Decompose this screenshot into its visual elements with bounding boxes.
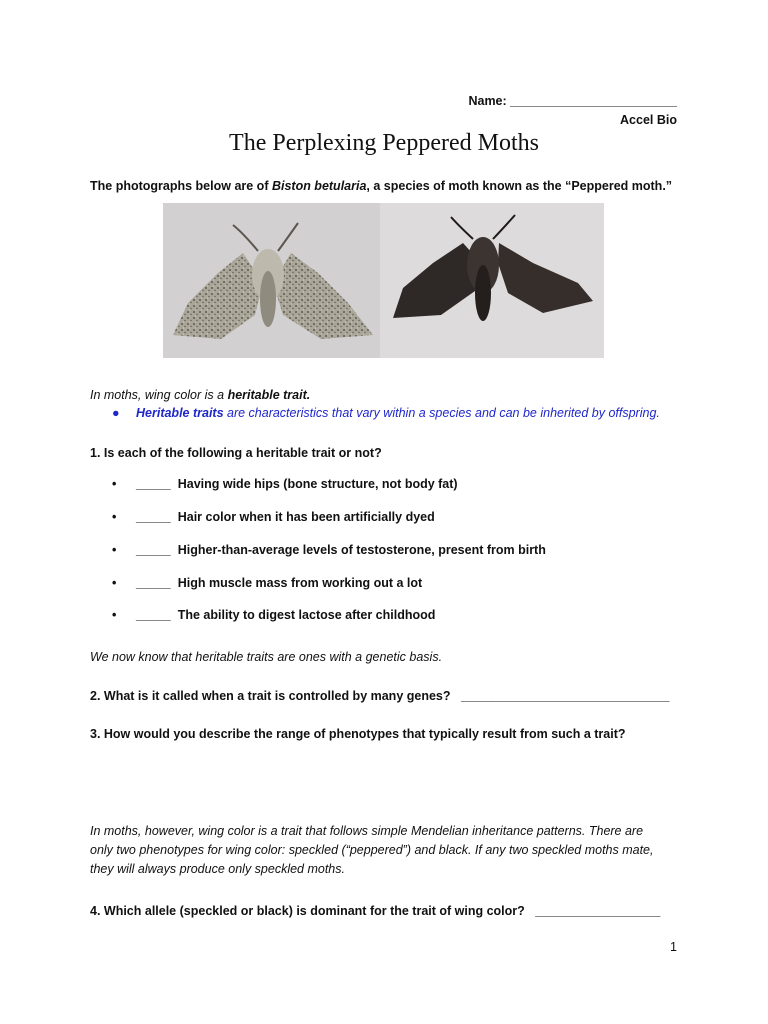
question-2 bbox=[90, 688, 670, 704]
trait-text: High muscle mass from working out a lot bbox=[177, 576, 423, 590]
bullet-icon: • bbox=[112, 510, 117, 524]
question-2-prompt: 2. What is it called when a trait is controlled by many genes? bbox=[90, 689, 451, 703]
bullet-icon: • bbox=[112, 608, 117, 622]
question-3-prompt: 3. How would you describe the range of phenotypes that typically result from such a trait? bbox=[90, 727, 626, 741]
list-item bbox=[112, 510, 435, 524]
list-item bbox=[112, 543, 546, 557]
mendel-line-1: In moths, however, wing color is a trait that follows simple Mendelian inheritance patterns. There are bbox=[90, 824, 644, 838]
question-1-prompt: 1. Is each of the following a heritable trait or not? bbox=[90, 446, 382, 460]
bullet-icon: ● bbox=[112, 406, 120, 420]
mendel-line-2: only two phenotypes for wing color: speckled (“peppered”) and black. If any two speckled moths mate, bbox=[90, 843, 654, 857]
moth-photographs bbox=[163, 203, 604, 358]
page-number: 1 bbox=[670, 940, 677, 954]
bullet-icon: • bbox=[112, 543, 117, 557]
list-item bbox=[112, 576, 422, 590]
heritable-intro bbox=[90, 387, 310, 403]
genetic-basis-note: We now know that heritable traits are ones with a genetic basis. bbox=[90, 650, 443, 664]
answer-blank[interactable]: _____ bbox=[136, 510, 171, 524]
species-name: Biston betularia bbox=[271, 179, 367, 193]
mendel-paragraph bbox=[90, 823, 653, 877]
question-2-answer-blank[interactable]: ______________________________ bbox=[460, 689, 670, 703]
name-field-label[interactable]: Name: ________________________ bbox=[468, 94, 677, 108]
question-4-prompt: 4. Which allele (speckled or black) is dominant for the trait of wing color? bbox=[90, 904, 525, 918]
course-label: Accel Bio bbox=[620, 113, 677, 127]
trait-text: Hair color when it has been artificially dyed bbox=[177, 510, 435, 524]
mendel-line-3: they will always produce only speckled moths. bbox=[90, 862, 345, 876]
list-item bbox=[112, 477, 458, 491]
list-item bbox=[112, 608, 435, 622]
answer-blank[interactable]: _____ bbox=[136, 477, 171, 491]
definition-term: Heritable traits bbox=[136, 406, 224, 420]
question-4 bbox=[90, 903, 660, 919]
intro-prefix: The photographs below are of bbox=[90, 179, 272, 193]
question-4-answer-blank[interactable]: __________________ bbox=[535, 904, 661, 918]
heritable-intro-prefix: In moths, wing color is a bbox=[90, 388, 228, 402]
definition-bullet bbox=[112, 406, 660, 420]
bullet-icon: • bbox=[112, 576, 117, 590]
definition-text: are characteristics that vary within a species and can be inherited by offspring. bbox=[223, 406, 660, 420]
bullet-icon: • bbox=[112, 477, 117, 491]
intro-suffix: , a species of moth known as the “Peppered moth.” bbox=[366, 179, 673, 193]
heritable-trait-term: heritable trait. bbox=[227, 388, 311, 402]
intro-sentence bbox=[90, 178, 672, 194]
trait-text: The ability to digest lactose after childhood bbox=[177, 608, 436, 622]
trait-text: Higher-than-average levels of testosterone, present from birth bbox=[177, 543, 546, 557]
answer-blank[interactable]: _____ bbox=[136, 608, 171, 622]
answer-blank[interactable]: _____ bbox=[136, 576, 171, 590]
answer-blank[interactable]: _____ bbox=[136, 543, 171, 557]
page-title: The Perplexing Peppered Moths bbox=[229, 130, 539, 156]
trait-text: Having wide hips (bone structure, not body fat) bbox=[177, 477, 458, 491]
